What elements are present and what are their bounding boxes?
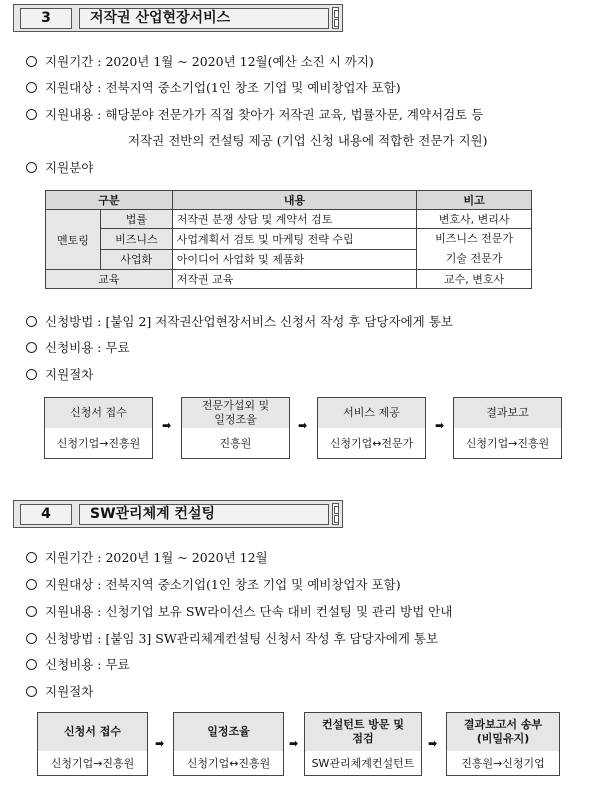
flow-step [37,712,148,776]
circle-bullet-icon [26,56,37,67]
table-cell-note: 변호사, 변리사 [417,210,532,229]
arrow-right-icon: ➡ [298,419,308,432]
support-field-table [45,190,532,289]
arrow-right-icon: ➡ [155,737,165,750]
circle-bullet-icon [26,659,37,670]
flow-step-title: 신청서 접수 [38,713,147,752]
section-tab-decoration [332,7,339,29]
flow-step [173,712,284,776]
section-3-number: 3 [20,8,72,29]
table-cell-content: 저작권 교육 [172,270,416,289]
circle-bullet-icon [26,633,37,644]
flow-step-actor: 신청기업↔전문가 [318,428,425,458]
flow-step [181,397,290,459]
flow-step-title: 일정조율 [174,713,283,752]
bullet-content: 지원내용 : 신청기업 보유 SW라이선스 단속 대비 컨설팅 및 관리 방법 안내 [26,604,452,620]
table-note-line: 비즈니스 전문가 [435,232,514,245]
bullet-cost: 신청비용 : 무료 [26,657,130,673]
section-4-header [13,500,343,528]
flow-step-title: 결과보고서 송부(비밀유지) [447,713,559,752]
table-sub-label: 비즈니스 [100,229,172,250]
circle-bullet-icon [26,579,37,590]
arrow-right-icon: ➡ [289,737,299,750]
flow-step [317,397,426,459]
bullet-target: 지원대상 : 전북지역 중소기업(1인 창조 기업 및 예비창업자 포함) [26,577,401,593]
section-3-title: 저작권 산업현장서비스 [79,8,329,29]
section-3-header [13,4,343,32]
flow-step-actor: 신청기업↔진흥원 [174,751,283,775]
circle-bullet-icon [26,686,37,697]
flow-step-title: 신청서 접수 [45,398,152,429]
bullet-cost: 신청비용 : 무료 [26,340,130,356]
flow-step [453,397,562,459]
flow-step-title: 서비스 제공 [318,398,425,429]
table-note-line: 기술 전문가 [445,252,503,265]
table-header-note: 비고 [417,191,532,210]
bullet-content: 지원내용 : 해당분야 전문가가 직접 찾아가 저작권 교육, 법률자문, 계약서검토 등 [26,107,483,123]
table-cell-content: 아이디어 사업화 및 제품화 [172,249,416,270]
table-group-mentoring: 멘토링 [46,210,101,270]
table-sub-label: 법률 [100,210,172,229]
circle-bullet-icon [26,369,37,380]
bullet-field: 지원분야 [26,160,93,176]
table-cell-content: 저작권 분쟁 상담 및 계약서 검토 [172,210,416,229]
circle-bullet-icon [26,606,37,617]
bullet-procedure: 지원절차 [26,367,93,383]
table-header-content: 내용 [172,191,416,210]
flow-step-actor: 진흥원→신청기업 [447,751,559,775]
flow-step-actor: 신청기업→진흥원 [45,428,152,458]
section-tab-decoration [332,503,339,525]
flow-step-title: 컨설턴트 방문 및 점검 [305,713,421,752]
flow-step-actor: 진흥원 [182,428,289,458]
table-cell-note-merged [417,229,532,270]
circle-bullet-icon [26,316,37,327]
circle-bullet-icon [26,82,37,93]
table-cell-content: 사업계획서 검토 및 마케팅 전략 수립 [172,229,416,250]
table-edu-label: 교육 [46,270,173,289]
bullet-period: 지원기간 : 2020년 1월 ~ 2020년 12월(예산 소진 시 까지) [26,54,374,70]
flow-step [446,712,560,776]
flow-step [44,397,153,459]
flow-step-actor: 신청기업→진흥원 [38,751,147,775]
flow-step-title: 전문가섭외 및 일정조율 [182,398,289,429]
bullet-procedure: 지원절차 [26,684,93,700]
circle-bullet-icon [26,342,37,353]
circle-bullet-icon [26,162,37,173]
circle-bullet-icon [26,109,37,120]
table-header-category: 구분 [46,191,173,210]
bullet-apply-method: 신청방법 : [붙임 2] 저작권산업현장서비스 신청서 작성 후 담당자에게 통보 [26,314,453,330]
flow-step [304,712,422,776]
table-sub-label: 사업화 [100,249,172,270]
arrow-right-icon: ➡ [162,419,172,432]
circle-bullet-icon [26,552,37,563]
bullet-content-continuation: 저작권 전반의 컨설팅 제공 (기업 신청 내용에 적합한 전문가 지원) [128,133,488,148]
arrow-right-icon: ➡ [435,419,445,432]
bullet-target: 지원대상 : 전북지역 중소기업(1인 창조 기업 및 예비창업자 포함) [26,80,401,96]
table-cell-note: 교수, 변호사 [417,270,532,289]
flow-step-title: 결과보고 [454,398,561,429]
bullet-period: 지원기간 : 2020년 1월 ~ 2020년 12월 [26,550,268,566]
flow-step-actor: 신청기업→진흥원 [454,428,561,458]
section-4-number: 4 [20,504,72,525]
bullet-apply-method: 신청방법 : [붙임 3] SW관리체계컨설팅 신청서 작성 후 담당자에게 통보 [26,631,438,647]
flow-step-actor: SW관리체계컨설턴트 [305,751,421,775]
arrow-right-icon: ➡ [428,737,438,750]
section-4-title: SW관리체계 컨설팅 [79,504,329,525]
